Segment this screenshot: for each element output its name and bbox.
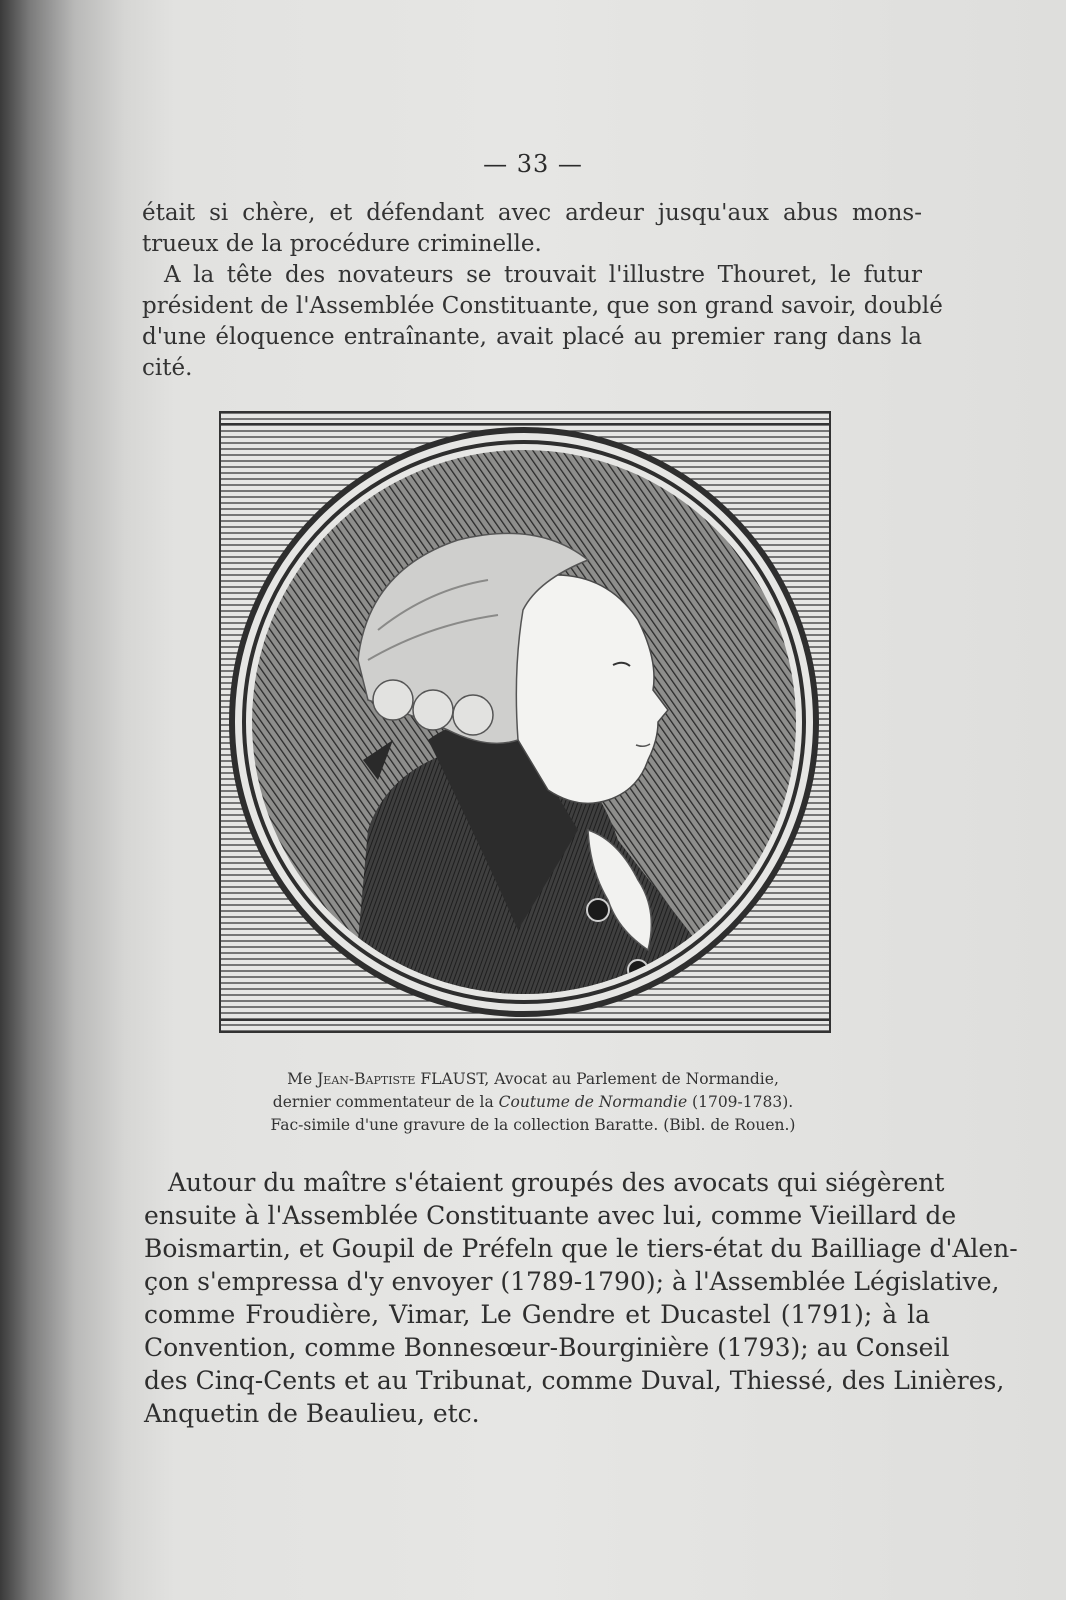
caption-line-1 xyxy=(0,1068,1066,1091)
text-line: cité. xyxy=(142,355,193,381)
caption-dates: (1709-1783). xyxy=(687,1093,794,1111)
caption-work-title: Coutume de Normandie xyxy=(498,1093,688,1111)
text-line: çon s'empressa d'y envoyer (1789-1790); à l'Assemblée Législative, xyxy=(144,1267,1000,1296)
text-line: Convention, comme Bonnesœur-Bourginière (1793); au Conseil xyxy=(144,1333,950,1362)
caption-line-3: Fac-simile d'une gravure de la collection Baratte. (Bibl. de Rouen.) xyxy=(270,1116,796,1134)
text-line: des Cinq-Cents et au Tribunat, comme Duval, Thiessé, des Linières, xyxy=(144,1366,1005,1395)
caption-name: Jean-Baptiste xyxy=(317,1070,416,1088)
caption-title: Me xyxy=(287,1070,318,1088)
caption-text: dernier commentateur de la xyxy=(272,1093,499,1111)
caption-line-2 xyxy=(0,1091,1066,1114)
text-line: comme Froudière, Vimar, Le Gendre et Ducastel (1791); à la xyxy=(144,1300,930,1329)
caption-role: Avocat au Parlement de Normandie, xyxy=(494,1070,779,1088)
caption-surname: FLAUST, xyxy=(415,1070,495,1088)
bottom-text-block xyxy=(144,1166,1018,1430)
text-line: était si chère, et défendant avec ardeur jusqu'aux abus mons- xyxy=(142,200,922,226)
text-line: A la tête des novateurs se trouvait l'illustre Thouret, le futur xyxy=(164,262,922,288)
text-line: trueux de la procédure criminelle. xyxy=(142,231,542,257)
text-line: président de l'Assemblée Constituante, que son grand savoir, doublé xyxy=(142,293,943,319)
page-number: — 33 — xyxy=(483,150,583,178)
figure-caption xyxy=(0,1068,1066,1137)
portrait-engraving xyxy=(218,410,850,1054)
top-text-block xyxy=(142,198,943,384)
text-line: Autour du maître s'étaient groupés des avocats qui siégèrent xyxy=(168,1168,945,1197)
text-line: ensuite à l'Assemblée Constituante avec lui, comme Vieillard de xyxy=(144,1201,957,1230)
portrait-svg xyxy=(218,410,850,1054)
text-line: d'une éloquence entraînante, avait placé au premier rang dans la xyxy=(142,324,922,350)
text-line: Anquetin de Beaulieu, etc. xyxy=(144,1399,480,1428)
text-line: Boismartin, et Goupil de Préfeln que le tiers-état du Bailliage d'Alen- xyxy=(144,1234,1018,1263)
